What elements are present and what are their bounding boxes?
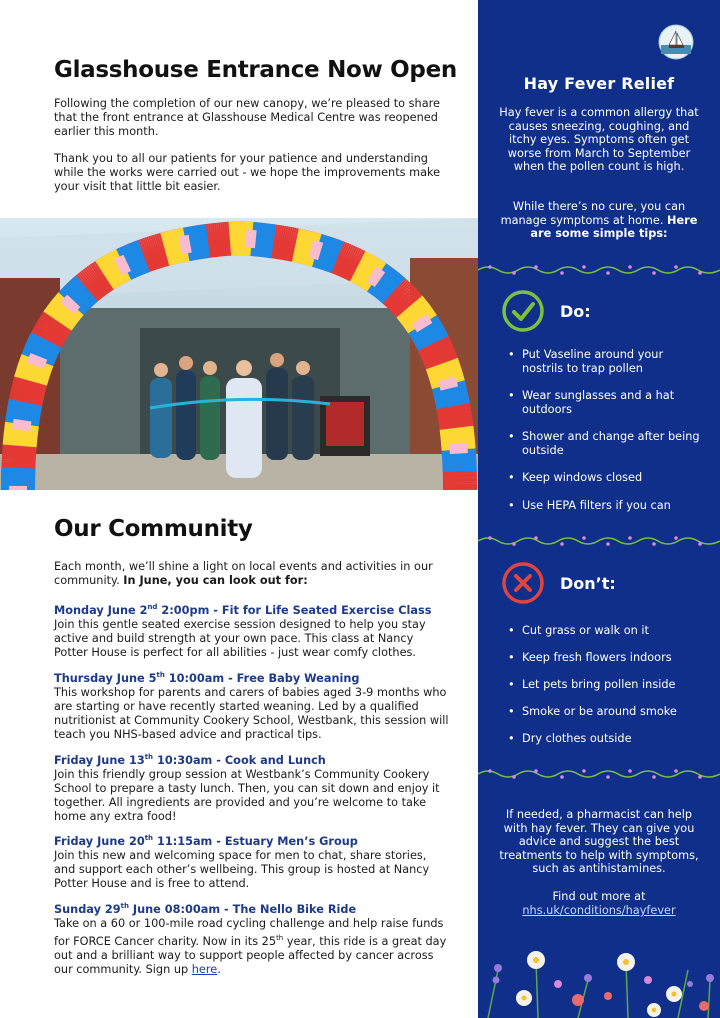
- dont-item: • Let pets bring pollen inside: [506, 678, 706, 692]
- event-4: Friday June 20th 11:15am - Estuary Men’s Group Join this new and welcoming space for men to chat, share stories, and support each other’s wellbeing. This group is hosted at Nancy Potter House and is free to attend.: [54, 831, 449, 891]
- entrance-title: Glasshouse Entrance Now Open: [54, 57, 457, 83]
- community-intro: Each month, we’ll shine a light on local events and activities in our community. In June, you can look out for:: [54, 560, 433, 587]
- hay-fever-title: Hay Fever Relief: [523, 74, 675, 93]
- dont-item: • Keep fresh flowers indoors: [506, 651, 706, 665]
- flower-border: [478, 940, 720, 1018]
- do-list: [506, 348, 706, 512]
- dont-item: • Dry clothes outside: [506, 732, 706, 746]
- event-3: Friday June 13th 10:30am - Cook and Lunch Join this friendly group session at Westbank’s Community Cookery School to prepare a tasty lunch. Then, you can sit down and enjoy it together. All ingredients are provided and you’re welcome to take home any extra food!: [54, 750, 449, 824]
- do-item: • Wear sunglasses and a hat outdoors: [506, 389, 706, 416]
- community-title: Our Community: [54, 516, 253, 542]
- event-1: Monday June 2nd 2:00pm - Fit for Life Seated Exercise Class Join this gentle seated exercise session designed to help you stay active and build strength at your own pace. This class at Nancy Potter House is perfect for all abilities - just wear comfy clothes.: [54, 600, 449, 660]
- floral-divider-3: [478, 766, 720, 782]
- do-item: • Use HEPA filters if you can: [506, 499, 706, 513]
- entrance-paragraph-1: Following the completion of our new canopy, we’re pleased to share that the front entrance at Glasshouse Medical Centre was reopened earlier this month.: [54, 97, 440, 138]
- pharmacist-note: If needed, a pharmacist can help with hay fever. They can give you advice and suggest the best treatments to help with symptoms, such as antihistamines.: [499, 808, 699, 875]
- hay-fever-intro-2: While there’s no cure, you can manage symptoms at home. Here are some simple tips:: [500, 200, 698, 240]
- hay-fever-panel: [478, 0, 720, 1018]
- event-5-title: Sunday 29th June 08:00am - The Nello Bike Ride: [54, 902, 357, 916]
- dont-item: • Cut grass or walk on it: [506, 624, 706, 638]
- event-1-title: Monday June 2nd 2:00pm - Fit for Life Seated Exercise Class: [54, 603, 432, 617]
- do-item: • Put Vaseline around your nostrils to trap pollen: [506, 348, 706, 375]
- hay-fever-intro: Hay fever is a common allergy that causes sneezing, coughing, and itchy eyes. Symptoms often get worse from March to September when the pollen count is high.: [499, 106, 699, 173]
- do-item: • Shower and change after being outside: [506, 430, 706, 457]
- dont-label: Don’t:: [560, 574, 616, 593]
- entrance-paragraph-2: Thank you to all our patients for your patience and understanding while the works were carried out - we hope the improvements make your visit that little bit easier.: [54, 152, 441, 193]
- practice-logo: [658, 24, 694, 60]
- entrance-illustration: [0, 218, 478, 490]
- event-2-title: Thursday June 5th 10:00am - Free Baby Weaning: [54, 671, 360, 685]
- nhs-hayfever-link[interactable]: nhs.uk/conditions/hayfever: [522, 904, 676, 917]
- event-2: Thursday June 5th 10:00am - Free Baby Weaning This workshop for parents and carers of babies aged 3-9 months who are starting or have recently started weaning. Led by a qualified nutritionist at Community Cookery School, Westbank, this session will teach you NHS-based advice and practical tips.: [54, 668, 449, 742]
- floral-divider-1: [478, 262, 720, 278]
- do-label: Do:: [560, 302, 591, 321]
- event-4-title: Friday June 20th 11:15am - Estuary Men’s Group: [54, 834, 358, 848]
- ribbon-cutting-photo: [0, 218, 478, 490]
- do-item: • Keep windows closed: [506, 471, 706, 485]
- dont-list: [506, 624, 706, 746]
- sign-up-link[interactable]: here: [191, 962, 218, 976]
- dont-cross-icon: [502, 562, 544, 604]
- dont-item: • Smoke or be around smoke: [506, 705, 706, 719]
- do-check-icon: [502, 290, 544, 332]
- nhs-link-wrap: [478, 904, 720, 918]
- event-5: Sunday 29th June 08:00am - The Nello Bike Ride Take on a 60 or 100-mile road cycling challenge and help raise funds for FORCE Cancer charity. Now in its 25th year, this ride is a great day out and a brilliant way to support people affected by cancer across our community. Sign up here.: [54, 899, 449, 977]
- floral-divider-2: [478, 533, 720, 549]
- find-out-more: Find out more at: [552, 890, 646, 903]
- event-3-title: Friday June 13th 10:30am - Cook and Lunch: [54, 753, 326, 767]
